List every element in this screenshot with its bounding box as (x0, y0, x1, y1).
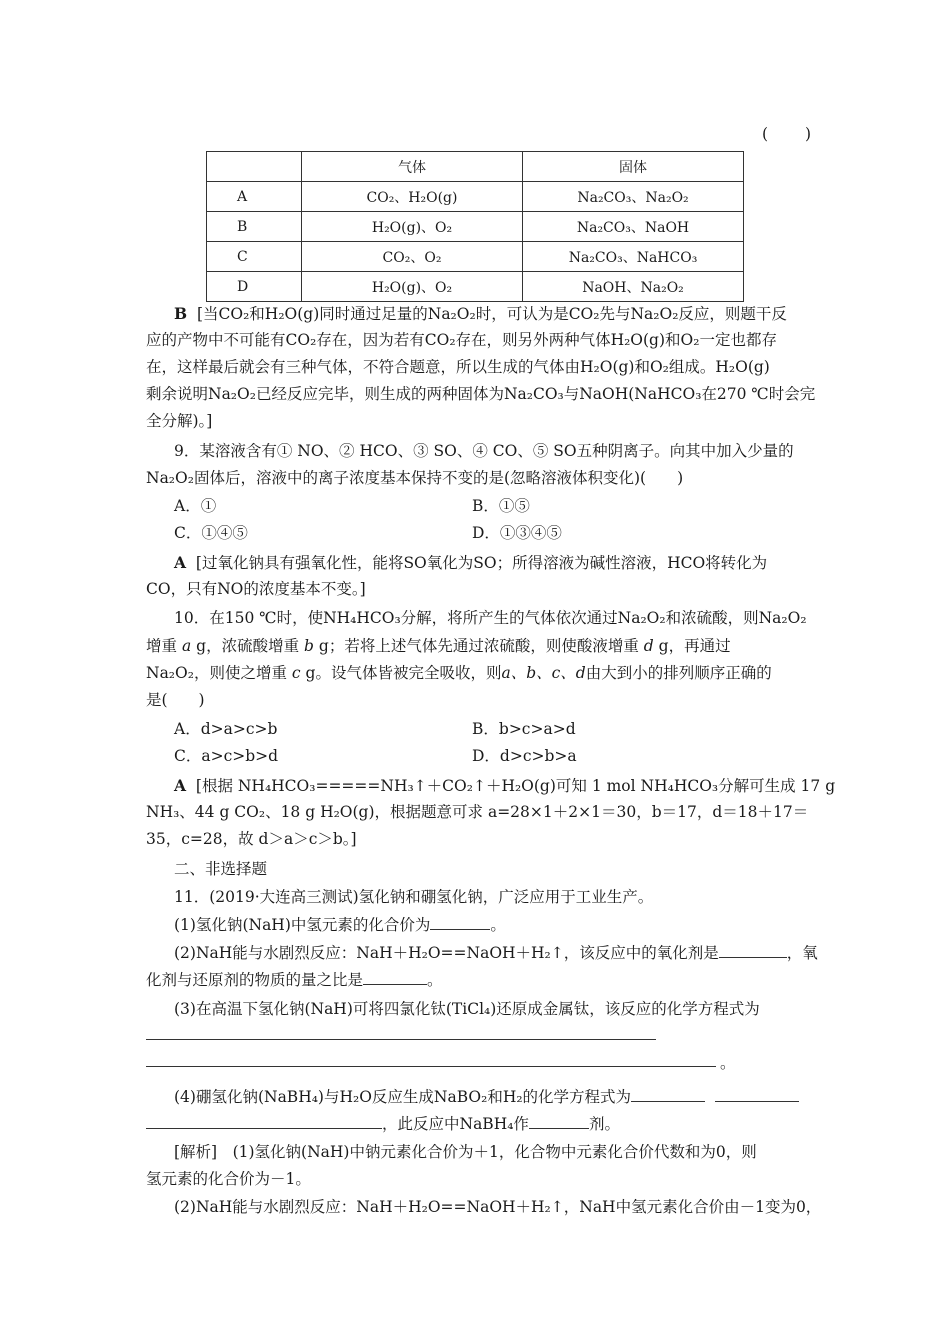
q11-text: (4)硼氢化钠(NaBH₄)与H₂O反应生成NaBO₂和H₂的化学方程式为 (174, 1088, 632, 1106)
answer-bracket: ( ) (762, 125, 814, 143)
answer-blank[interactable] (146, 1114, 382, 1129)
answer-blank[interactable] (529, 1114, 589, 1129)
q10-answer-line: NH₃、44 g CO₂、18 g H₂O(g)，根据题意可求 a=28×1＋2×1＝30，b＝17，d＝18＋17＝ (146, 803, 809, 821)
q11-text: 。 (490, 916, 506, 934)
table-cell: C (207, 242, 302, 272)
section-title: 二、非选择题 (174, 860, 268, 878)
table-header-cell (207, 152, 302, 182)
q11-analysis-line: (2)NaH能与水剧烈反应：NaH＋H₂O==NaOH＋H₂↑，NaH中氢元素化合价由－1变为0， (174, 1198, 822, 1216)
table-cell: Na₂CO₃、Na₂O₂ (523, 182, 744, 212)
q9-answer-line: CO，只有NO的浓度基本不变。] (146, 580, 366, 598)
q8-answer-line: 全分解)。] (146, 412, 213, 430)
table-cell: H₂O(g)、O₂ (302, 272, 523, 302)
q10-stem (146, 633, 731, 660)
q11-part3: (3)在高温下氢化钠(NaH)可将四氯化钛(TiCl₄)还原成金属钛，该反应的化学方程式为 (174, 1000, 760, 1018)
q9-option-a: A．① (174, 497, 217, 515)
q8-options-table (206, 151, 744, 302)
q9-option-b: B．①⑤ (472, 497, 530, 515)
table-cell: B (207, 212, 302, 242)
answer-blank[interactable] (715, 1087, 799, 1102)
q8-answer-line: 应的产物中不可能有CO₂存在，因为若有CO₂存在，则另外两种气体H₂O(g)和O₂一定也都存 (146, 331, 777, 349)
q9-stem: Na₂O₂固体后，溶液中的离子浓度基本保持不变的是(忽略溶液体积变化)( ) (146, 469, 684, 487)
answer-key: A (174, 553, 187, 572)
q10-text: g。设气体皆被完全吸收，则 (305, 664, 502, 682)
answer-key: B (174, 304, 188, 323)
table-row (207, 242, 744, 272)
q11-text: ，氧 (786, 944, 818, 962)
q10-stem: 10．在150 ℃时，使NH₄HCO₃分解，将所产生的气体依次通过Na₂O₂和浓硫酸，则Na₂O₂ (174, 609, 807, 627)
q11-analysis-line: 氢元素的化合价为－1。 (146, 1170, 311, 1188)
q10-option-b: B．b>c>a>d (472, 720, 576, 738)
q9-option-d: D．①③④⑤ (472, 524, 562, 542)
q11-analysis-line: [解析] (1)氢化钠(NaH)中钠元素化合价为＋1，化合物中元素化合价代数和为0，则 (174, 1143, 757, 1161)
q9-option-c: C．①④⑤ (174, 524, 248, 542)
q11-text: 。 (720, 1054, 736, 1072)
answer-blank[interactable] (363, 970, 427, 985)
table-header-cell: 固体 (523, 152, 744, 182)
q11-stem: 11．(2019·大连高三测试)氢化钠和硼氢化钠，广泛应用于工业生产。 (174, 888, 654, 906)
q11-text: 。 (427, 971, 443, 989)
q10-stem: 是( ) (146, 691, 205, 709)
answer-text: [当CO₂和H₂O(g)同时通过足量的Na₂O₂时，可认为是CO₂先与Na₂O₂反应，则题干反 (196, 305, 787, 323)
table-cell: H₂O(g)、O₂ (302, 212, 523, 242)
q8-answer-line: 在，这样最后就会有三种气体，不符合题意，所以生成的气体由H₂O(g)和O₂组成。H₂O(g) (146, 358, 770, 376)
q11-part2 (146, 967, 443, 994)
table-cell: CO₂、H₂O(g) (302, 182, 523, 212)
q10-text: 增重 (146, 637, 178, 655)
q10-option-d: D．d>c>b>a (472, 747, 577, 765)
q11-part1 (174, 912, 506, 939)
q10-vars: a、b、c、d (501, 664, 586, 682)
q11-text: (1)氢化钠(NaH)中氢元素的化合价为 (174, 916, 431, 934)
q10-text: Na₂O₂，则使之增重 (146, 664, 287, 682)
table-row (207, 212, 744, 242)
q10-text: 由大到小的排列顺序正确的 (585, 664, 772, 682)
q10-stem (146, 660, 772, 687)
answer-line-blank[interactable] (146, 1066, 716, 1067)
table-cell: Na₂CO₃、NaOH (523, 212, 744, 242)
q10-var: a (181, 637, 192, 655)
q10-var: c (291, 664, 301, 682)
table-header-cell: 气体 (302, 152, 523, 182)
q10-var: b (304, 637, 314, 655)
q8-answer-line: 剩余说明Na₂O₂已经反应完毕，则生成的两种固体为Na₂CO₃与NaOH(NaHCO₃在270 ℃时会完 (146, 385, 816, 403)
q10-text: g，浓硫酸增重 (196, 637, 300, 655)
q9-answer-line (174, 549, 767, 577)
table-cell: D (207, 272, 302, 302)
q11-part4 (174, 1084, 799, 1111)
answer-blank[interactable] (631, 1087, 705, 1102)
q10-answer-line (174, 772, 835, 800)
q11-part4 (146, 1111, 620, 1138)
q11-part2 (174, 940, 818, 967)
q10-text: g，再通过 (658, 637, 731, 655)
q10-option-c: C．a>c>b>d (174, 747, 279, 765)
q11-text: (2)NaH能与水剧烈反应：NaH＋H₂O==NaOH＋H₂↑，该反应中的氧化剂是 (174, 944, 719, 962)
answer-text: [根据 NH₄HCO₃=====NH₃↑＋CO₂↑＋H₂O(g)可知 1 mol NH₄HCO₃分解可生成 17 g (195, 777, 836, 795)
table-cell: NaOH、Na₂O₂ (523, 272, 744, 302)
answer-blank[interactable] (430, 915, 490, 930)
q9-stem: 9．某溶液含有① NO、② HCO、③ SO、④ CO、⑤ SO五种阴离子。向其中加入少量的 (174, 442, 794, 460)
q11-text: ，此反应中NaBH₄作 (382, 1115, 529, 1133)
table-cell: Na₂CO₃、NaHCO₃ (523, 242, 744, 272)
q10-answer-line: 35，c=28，故 d＞a＞c＞b。] (146, 830, 357, 848)
table-row (207, 272, 744, 302)
q11-text: 化剂与还原剂的物质的量之比是 (146, 971, 364, 989)
answer-text: [过氧化钠具有强氧化性，能将SO氧化为SO；所得溶液为碱性溶液，HCO将转化为 (195, 554, 768, 572)
q11-text: 剂。 (588, 1115, 620, 1133)
table-cell: CO₂、O₂ (302, 242, 523, 272)
q10-var: d (643, 637, 654, 655)
answer-line-blank[interactable] (146, 1039, 656, 1040)
table-cell: A (207, 182, 302, 212)
table-row (207, 182, 744, 212)
q10-option-a: A．d>a>c>b (174, 720, 278, 738)
q8-answer-line (174, 300, 787, 328)
answer-key: A (174, 776, 187, 795)
table-header-row (207, 152, 744, 182)
q10-text: g；若将上述气体先通过浓硫酸，则使酸液增重 (318, 637, 639, 655)
answer-blank[interactable] (719, 943, 787, 958)
